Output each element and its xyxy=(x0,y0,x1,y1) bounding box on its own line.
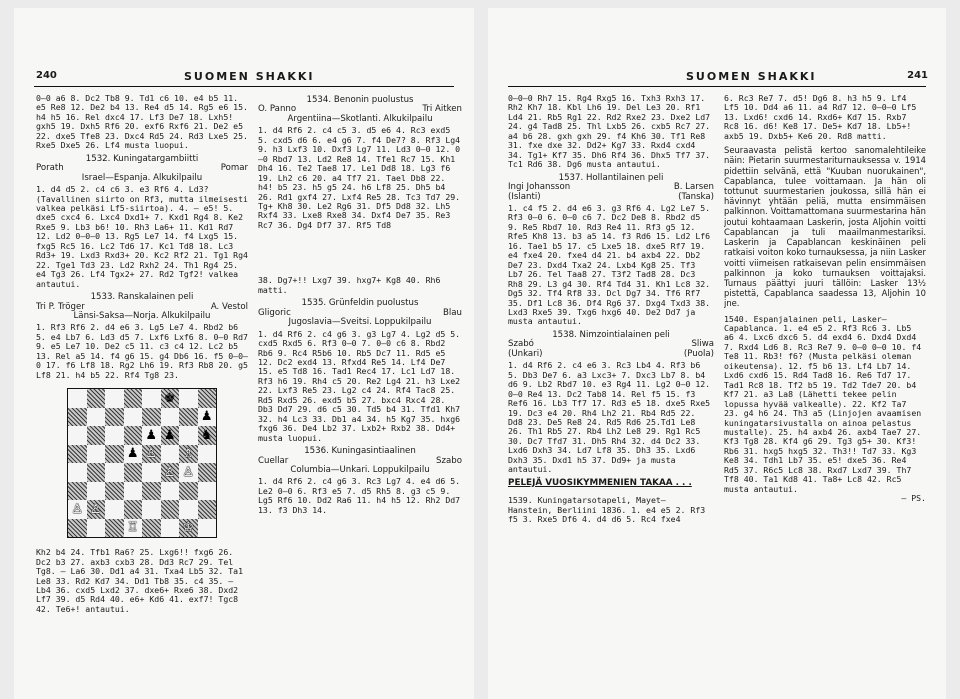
chess-piece-wb: ♗ xyxy=(179,445,198,464)
header-rule xyxy=(508,86,926,87)
black-player: A. Vestol xyxy=(210,301,248,312)
continued-moves: 0—0 a6 8. Dc2 Tb8 9. Td1 c6 10. e4 b5 11. e5 Re8 12. De2 b4 13. Re4 d5 14. Rg5 e6 15. h4 h5 16. Rel dxc4 17. Lf3 De7 18. Lxh5! gxh5 19. Dxh5 Rf6 20. exf6 Rxf6 21. De2 e5 22. dxe5 Tfe8 23. Dxc4 Rd5 24. Rd3 Lxe5 25. Rxe5 Dxe5 26. Lf4 musta luopui. xyxy=(36,94,248,151)
board-square xyxy=(124,482,143,501)
board-square xyxy=(124,500,143,519)
black-country: (Puola) xyxy=(683,348,714,359)
board-square xyxy=(87,426,106,445)
board-square xyxy=(142,408,161,427)
game-header-1533: 1533. Ranskalainen peli xyxy=(90,292,194,303)
event-1533: Länsi-Saksa—Norja. Alkukilpailu xyxy=(73,310,211,321)
black-player: Pomar xyxy=(220,163,248,174)
continued-moves: 0—0—0 Rh7 15. Rg4 Rxg5 16. Txh3 Rxh3 17. Rh2 Kh7 18. Kbl Lh6 19. Del Le3 20. Rf1 Ld4 21. Rb5 Rg1 22. Rd2 Rxe2 23. Dxe2 Ld7 24. g4 Tad8 25. Thl Lxb5 26. cxb5 Rc7 27. a4 b6 28. gxh gxh 29. f4 Kh6 30. Tf1 Re8 31. fxe dxe 32. Dd2+ Kg7 33. Rxd4 cxd4 34. Tg1+ Kf7 35. Dh6 Rf4 36. Dhx5 Tf7 37. Tc1 Rd6 38. Dg6 musta antautui. xyxy=(508,94,711,170)
moves-1534: 1. d4 Rf6 2. c4 c5 3. d5 e6 4. Rc3 exd5 5. cxd5 d6 6. e4 g6 7. f4 De7? 8. Rf3 Lg4 9. h3 Lxf3 10. Dxf3 Lg7 11. Ld3 0—0 12. 0—0 Rbd7 13. Ld2 Re8 14. Tfe1 Rc7 15. Kh1 Dh4 16. Te2 Tae8 17. Le1 Dd8 18. Lg3 f6 19. Lh2 c6 20. a4 Tf7 21. Tael Db8 22. h4! b5 23. h5 g5 24. h6 Lf8 25. Dh5 b4 26. Rd1 gxf4 27. Lxf4 Re5 28. Tc3 Td7 29. Tg+ Kh8 30. Le2 Rg6 31. Df5 Dd8 32. Lh5 Rxf4 33. Lxe8 Rxe8 34. Dxf4 De7 35. Re3 Rc7 36. Dg4 Df7 37. Rf5 Td8 xyxy=(258,125,461,230)
white-player: Tri P. Tröger xyxy=(36,301,85,312)
chess-piece-wp: ♙ xyxy=(142,445,161,464)
event-1534: Argentiina—Skotlanti. Alkukilpailu xyxy=(287,113,433,124)
event-1532: Israel—Espanja. Alkukilpailu xyxy=(81,172,203,183)
page-number: 241 xyxy=(907,70,928,81)
game-header-1537: 1537. Hollantilainen peli xyxy=(558,172,664,183)
chess-piece-bn: ♞ xyxy=(198,426,217,445)
board-square xyxy=(161,482,180,501)
board-square xyxy=(179,426,198,445)
game-header-1538: 1538. Nimzointialainen peli xyxy=(552,329,670,340)
moves-1535: 1. d4 Rf6 2. c4 g6 3. g3 Lg7 4. Lg2 d5 5. cxd5 Rxd5 6. Rf3 0—0 7. 0—0 c6 8. Rbd2 Rb6 9. Rc4 R5b6 10. Rb5 Dc7 11. Rd5 e5 12. Dc2 exd4 13. Rfxd4 Re5 14. Lf4 De7 15. e5 Td8 16. Tad1 Rec4 17. Lc1 Ld7 18. Rf3 h6 19. Rh4 c5 20. Re2 Lg4 21. h3 Lxe2 22. Lxf3 Re5 23. Lg2 c4 24. Rf4 Tac8 25. Rd5 Rxd5 26. exd5 b5 27. bxc4 Rxc4 28. Db3 Dd7 29. d6 c5 30. Td5 b4 31. Tfd1 Kh7 32. h4 Lc3 33. Db1 a4 34. h5 Kg7 35. hxg6 fxg6 36. De4 Lb2 37. Lxb2+ Rxb2 38. Dd4+ musta luopui. xyxy=(258,328,461,443)
moves-1538: 1. d4 Rf6 2. c4 e6 3. Rc3 Lb4 4. Rf3 b6 5. Db3 De7 6. a3 Lxc3+ 7. Dxc3 Lb7 8. b4 d6 9. Lb2 Rbd7 10. e3 Rg4 11. Lg2 0—0 12. 0—0 Re4 13. Dc2 Tab8 14. Rel f5 15. f3 Ref6 16. Lb3 Tf7 17. Rd3 e5 18. dxe5 Rxe5 19. Dc3 e4 20. Rh4 Lh2 21. Rb4 Rd5 22. Dd8 23. De5 Re8 24. Rd5 Rd6 25.Td1 Le8 26. Th1 Rb5 27. Rb4 Lh2 Le8 29. Rg1 Rc5 30. Dc7 Tfd7 31. Dh5 Rh4 32. d4 Dc2 33. Lxd6 Dxh3 34. Ld7 Lf8 35. Dh3 35. Lxd6 Dxh3 35. Dxd1 h5 37. Dd9+ ja musta antautui. xyxy=(508,360,711,475)
right-column-1 xyxy=(508,94,714,699)
chess-piece-wk: ♔ xyxy=(179,519,198,538)
event-1536: Columbia—Unkari. Loppukilpailu xyxy=(290,464,430,475)
black-country: (Tanska) xyxy=(678,191,714,202)
moves-1534-cont: 38. Dg7+!! Lxg7 39. hxg7+ Kg8 40. Rh6 matti. xyxy=(258,275,441,295)
black-player: Blau xyxy=(443,307,462,318)
chess-piece-bp: ♟ xyxy=(161,426,180,445)
board-square xyxy=(142,389,161,408)
left-column-2 xyxy=(258,94,462,699)
running-title: SUOMEN SHAKKI xyxy=(686,70,817,83)
board-square xyxy=(105,408,124,427)
right-column-2 xyxy=(724,94,926,699)
chess-piece-wr: ♖ xyxy=(124,519,143,538)
page-number: 240 xyxy=(36,70,57,81)
board-square xyxy=(105,426,124,445)
article-signature: — PS. xyxy=(901,493,926,504)
board-square xyxy=(105,482,124,501)
board-square xyxy=(161,445,180,464)
game-1539-line2: Hanstein, Berliini 1836. 1. e4 e5 2. Rf3 xyxy=(508,504,706,515)
moves-1532: 1. d4 d5 2. c4 c6 3. e3 Rf6 4. Ld3? (Tavallinen siirto on Rf3, mutta ilmeisesti valkea pelkäsi Lf5-siirtoa). 4. — e5! 5. dxe5 cxc4 6. Lxc4 Dxd1+ 7. Kxd1 Rg4 8. Ke2 Rxe5 9. Lb3 b6! 10. Rh3 La6+ 11. Kd1 Rd7 12. Ld2 0—0—0 13. Rg5 Le7 14. f4 Lxg5 15. fxg5 Rc5 16. Lc2 Td6 17. Kc1 Td8 18. Lc3 Rd3+ 19. Lxd3 Rxd3+ 20. Kc2 Rf2 21. Tg1 Rg4 22. Tge1 Td3 23. Ld2 Rxh2 24. Th1 Rg4 25. e4 Tg3 26. Lf4 Tgx2+ 27. Rd2 Tgf2! valkea antautui. xyxy=(36,184,248,289)
board-square xyxy=(179,500,198,519)
left-page xyxy=(14,8,474,699)
board-square xyxy=(142,463,161,482)
continued-moves: 6. Rc3 Re7 7. d5! Dg6 8. h3 h5 9. Lf4 Lf5 10. Dd4 a6 11. a4 Rd7 12. 0—0—0 Lf5 13. Lxd6! cxd6 14. Rxd6+ Kd7 15. Rxb7 Rc8 16. d6! Ke8 17. De5+ Kd7 18. Lb5+! axb5 19. Dxb5+ Ke6 20. Rd8 matti. xyxy=(724,94,917,141)
board-square xyxy=(105,463,124,482)
board-square xyxy=(68,519,87,538)
board-square xyxy=(105,389,124,408)
chess-piece-bp: ♟ xyxy=(142,426,161,445)
board-square xyxy=(68,408,87,427)
board-square xyxy=(87,445,106,464)
moves-1536: 1. d4 Rf6 2. c4 g6 3. Rc3 Lg7 4. e4 d6 5. Le2 0—0 6. Rf3 e5 7. d5 Rh5 8. g3 c5 9. Lg5 Rf6 10. Dd2 Ra6 11. h4 h5 12. Rh2 Dd7 13. f3 Dh3 14. xyxy=(258,476,461,515)
board-square xyxy=(198,445,217,464)
board-square xyxy=(124,426,143,445)
chess-piece-wp: ♙ xyxy=(87,500,106,519)
game-header-1535: 1535. Grünfeldin puolustus xyxy=(301,298,419,309)
game-header-1532: 1532. Kuningatargambiitti xyxy=(85,153,199,164)
board-square xyxy=(198,389,217,408)
white-player: Gligoric xyxy=(258,307,291,318)
game-header-1534: 1534. Benonin puolustus xyxy=(306,95,414,105)
board-square xyxy=(68,389,87,408)
board-square xyxy=(179,482,198,501)
board-square xyxy=(198,463,217,482)
board-square xyxy=(142,482,161,501)
section-headline: PELEJÄ VUOSIKYMMENIEN TAKAA . . . xyxy=(508,477,692,488)
header-rule xyxy=(34,86,454,87)
moves-1540: Capablanca. 1. e4 e5 2. Rf3 Rc6 3. Lb5 a6 4. Lxc6 dxc6 5. d4 exd4 6. Dxd4 Dxd4 7. Rxd4 Ld6 8. Rc3 Re7 9. 0—0 0—0 10. f4 Te8 11. Rb3! f6? (Musta pelkäsi oleman oikeutensa). 12. f5 b6 13. Lf4 Lb7 14. Lxd6 cxd6 15. Rd4 Tad8 16. Re6 Td7 17. Tad1 Rc8 18. Tf2 b5 19. Td2 Tde7 20. b4 Kf7 21. a3 La8 (Lähetti tekee pelin lopussa hyvää valkealle). 22. Kf2 Ta7 23. g4 h6 24. Th3 a5 (Linjojen avaamisen kuningatarsivustalla on ainoa pelastus mustalle). 25. h4 axb4 26. axb4 Tae7 27. Kf3 Tg8 28. Kf4 g6 29. Tg3 g5+ 30. Kf3! Rb6 31. hxg5 hxg5 32. Th3!! Td7 33. Kg3 Ke8 34. Tdh1 Lb7 35. e5! dxe5 36. Re4 Rd5 37. R6c5 Lc8 38. Rxd7 Lxd7 39. Th7 Tf8 40. Ta1 Kd8 41. Ta8+ Lc8 42. Rc5 musta antautui. xyxy=(724,322,922,494)
right-page xyxy=(488,8,946,699)
black-player: Szabo xyxy=(436,455,462,466)
moves-1539: f5 3. Rxe5 Df6 4. d4 d6 5. Rc4 fxe4 xyxy=(508,514,681,525)
chess-diagram xyxy=(67,388,217,538)
board-square xyxy=(87,408,106,427)
black-player: B. Larsen xyxy=(673,182,714,193)
board-square xyxy=(142,500,161,519)
board-square xyxy=(105,500,124,519)
article-paragraph: Seuraavasta pelistä kertoo sanomalehtileike näin: Pietarin suurmestariturnauksessa v. 1914 pidettiin selvänä, että "Kuuban nuorukainen", Capablanca, tulee voittamaan. Ja hän oli tottunut suurmestarien joukossa, sillä hän ei hävinnyt yhtään peliä, mutta ensimmäisen palkinnon. Voittamattomana suurmestarina hän joutui kohtaamaan Laskerin, josta Aljohin voitti Capablancan ja tuli maailmanmestariksi. Laskerin ja Capablancan keskinäinen peli ratkaisi voiton koko turnauksessa, ja niin Lasker voitti viimeisen ratkaisevan pelin ensimmäisen palkinnon ja koko turnauksen voittajaksi. Turnaus päättyi juuri tällöin: Lasker 13½ pistettä, Capablanca saadessa 13, Aljohin 10 jne. xyxy=(724,145,926,309)
white-player: Cuellar xyxy=(258,455,289,466)
board-square xyxy=(68,463,87,482)
board-square xyxy=(87,389,106,408)
moves-1537: 1. c4 f5 2. d4 e6 3. g3 Rf6 4. Lg2 Le7 5. Rf3 0—0 6. 0—0 c6 7. Dc2 De8 8. Rbd2 d5 9. Re5 Rbd7 10. Rd3 Re4 11. Rf3 g5 12. Rfe5 Kh8 13. b3 a5 14. f3 Rd6 15. Ld2 Lf6 16. Tae1 b5 17. c5 Lxe5 18. dxe5 Rf7 19. e4 fxe4 20. fxe4 d4 21. b4 axb4 22. Db2 De7 23. Dxd4 Txa2 24. Lxb4 Kg8 25. Tf3 Lb7 26. Tel Taa8 27. T3f2 Tad8 28. Dc3 Rh8 29. L3 g4 30. Rf4 Td4 31. Kh1 Lc8 32. Dg5 32. Tf4 Rf8 33. Dcl Dg7 34. Tf6 Rf7 35. Df1 Lc8 36. Df4 Rg6 37. Dxg4 Txd3 38. Lxd3 Rxe5 39. Txg6 hxg6 40. De2 Dd7 ja musta antautui. xyxy=(508,202,711,327)
white-player: Szabó xyxy=(508,339,534,350)
board-square xyxy=(198,519,217,538)
white-player: O. Panno xyxy=(258,104,297,115)
black-player: Sliwa xyxy=(691,339,714,350)
board-square xyxy=(161,500,180,519)
board-square xyxy=(198,500,217,519)
game-header-1539: 1539. Kuningatarsotapeli, Mayet— xyxy=(508,495,666,506)
countries-1538 xyxy=(508,350,714,359)
board-square xyxy=(105,445,124,464)
game-header-1540: 1540. Espanjalainen peli, Lasker— xyxy=(724,313,887,324)
black-player: Tri Aitken xyxy=(422,104,462,115)
white-country: (Unkari) xyxy=(508,348,543,359)
chess-piece-bp: ♟ xyxy=(198,408,217,427)
moves-1533: 1. Rf3 Rf6 2. d4 e6 3. Lg5 Le7 4. Rbd2 b6 5. e4 Lb7 6. Ld3 d5 7. Lxf6 Lxf6 8. 0—0 Rd7 9. e5 Le7 10. De2 c5 11. c3 c4 12. Lc2 b5 13. Rel a5 14. f4 g6 15. g4 Db6 16. f5 0—0—0 17. f6 Lf8 18. Rg2 Lh6 19. Rf3 Rb8 20. g5 Lf8 21. h4 b5 22. Rf4 Tg8 23. xyxy=(36,322,248,380)
board-square xyxy=(161,519,180,538)
white-country: (Islanti) xyxy=(508,191,541,202)
board-square xyxy=(68,482,87,501)
moves-1533-cont: Kh2 b4 24. Tfb1 Ra6? 25. Lxg6!! fxg6 26. Dc2 b3 27. axb3 cxb3 28. Dd3 Rc7 29. Tel Tg8. — La6 30. Dd1 a4 31. Txa4 Lb5 32. Ta1 Le8 33. Rd2 Kd7 34. Dd1 Tb8 35. c4 35. — Lb4 36. cxd5 Lxd2 37. dxe6+ Rxe6 38. Dxd2 Lf7 39. d5 Rd4 40. e6+ Kd6 41. exf7! Tgc8 42. Te6+! antautui. xyxy=(36,547,244,614)
board-square xyxy=(124,389,143,408)
board-square xyxy=(87,519,106,538)
board-square xyxy=(87,482,106,501)
board-square xyxy=(105,519,124,538)
chess-piece-wp: ♙ xyxy=(179,463,198,482)
event-1535: Jugoslavia—Sveitsi. Loppukilpailu xyxy=(288,317,432,328)
board-square xyxy=(179,408,198,427)
board-square xyxy=(68,426,87,445)
chess-piece-wp: ♙ xyxy=(161,463,180,482)
white-player: Porath xyxy=(36,163,64,174)
board-square xyxy=(179,389,198,408)
board-square xyxy=(68,445,87,464)
white-player: Ingi Johansson xyxy=(508,182,571,193)
board-square xyxy=(124,408,143,427)
board-square xyxy=(161,408,180,427)
running-title: SUOMEN SHAKKI xyxy=(184,70,315,83)
board-square xyxy=(198,482,217,501)
chess-piece-bp: ♟ xyxy=(124,445,143,464)
left-column-1 xyxy=(36,94,248,699)
chess-piece-bk: ♚ xyxy=(161,389,180,408)
chess-piece-wp: ♙ xyxy=(68,500,87,519)
game-header-1536: 1536. Kuningasintiaalinen xyxy=(304,446,416,457)
board-square xyxy=(142,519,161,538)
countries-1537 xyxy=(508,193,714,202)
board-square xyxy=(124,463,143,482)
board-square xyxy=(87,463,106,482)
